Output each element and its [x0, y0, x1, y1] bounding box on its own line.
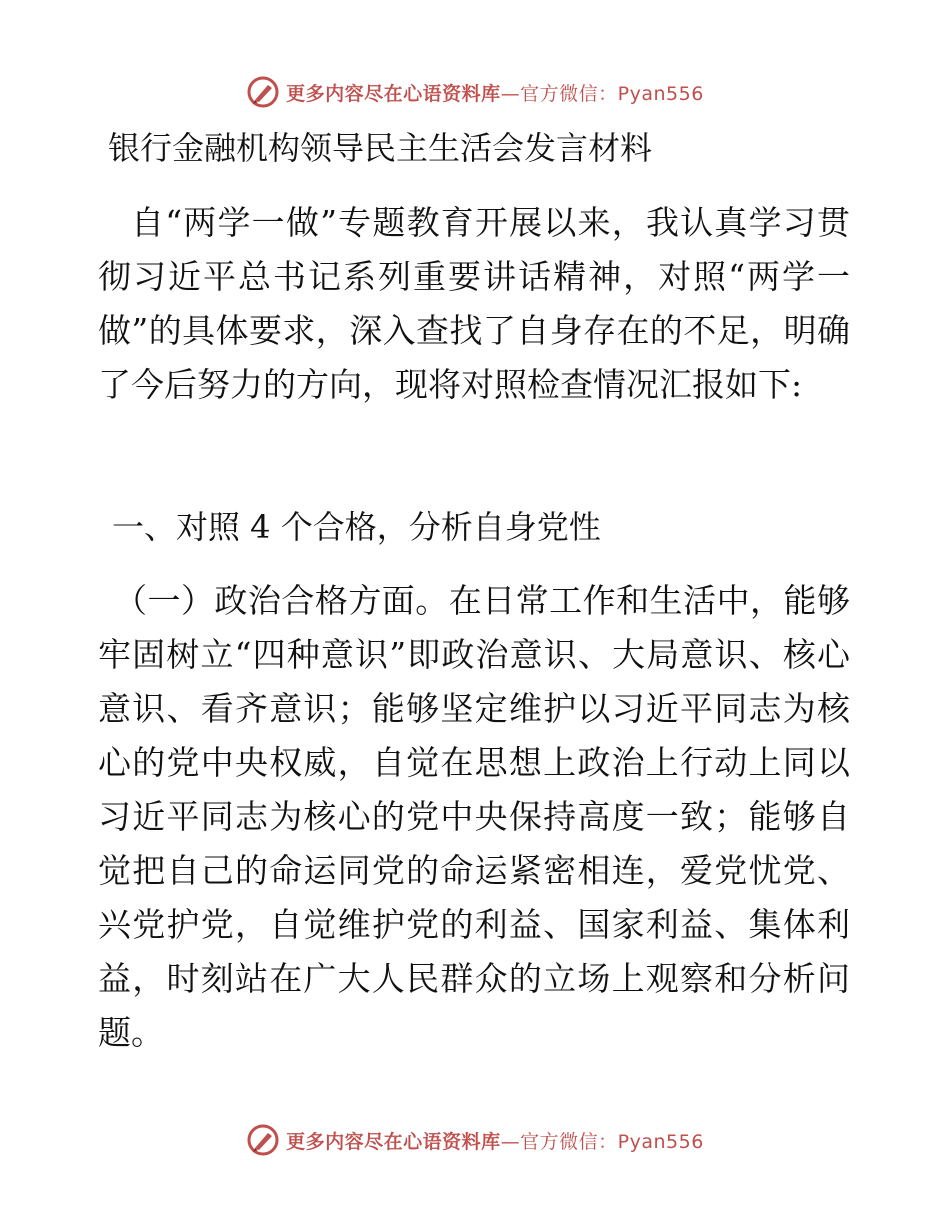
banner-text: [286, 79, 704, 106]
banner-tail: 官方微信：Pyan556: [520, 82, 704, 105]
intro-paragraph: 自“两学一做”专题教育开展以来，我认真学习贯彻习近平总书记系列重要讲话精神，对照“两学一做”的具体要求，深入查找了自身存在的不足，明确了今后努力的方向，现将对照检查情况汇报如下:: [98, 203, 850, 404]
header-banner: [0, 72, 950, 112]
banner-dash: —: [500, 1130, 521, 1153]
banner-lead: 更多内容尽在心语资料库: [286, 1130, 501, 1153]
banner-tail: 官方微信：Pyan556: [520, 1130, 704, 1153]
section-paragraph: （一）政治合格方面。在日常工作和生活中，能够牢固树立“四种意识”即政治意识、大局意识、核心意识、看齐意识；能够坚定维护以习近平同志为核心的党中央权威，自觉在思想上政治上行动上同以习近平同志为核心的党中央保持高度一致；能够自觉把自己的命运同党的命运紧密相连，爱党忧党、兴党护党，自觉维护党的利益、国家利益、集体利益，时刻站在广大人民群众的立场上观察和分析问题。: [98, 581, 850, 1052]
document-title: 银行金融机构领导民主生活会发言材料: [108, 129, 653, 167]
pen-circle-logo-icon: [246, 75, 280, 109]
banner-lead: 更多内容尽在心语资料库: [286, 82, 501, 105]
banner-dash: —: [500, 82, 521, 105]
section-heading: 一、对照 4 个合格，分析自身党性: [112, 508, 601, 546]
footer-banner: [0, 1120, 950, 1160]
pen-circle-logo-icon: [246, 1123, 280, 1157]
banner-text: [286, 1127, 704, 1154]
